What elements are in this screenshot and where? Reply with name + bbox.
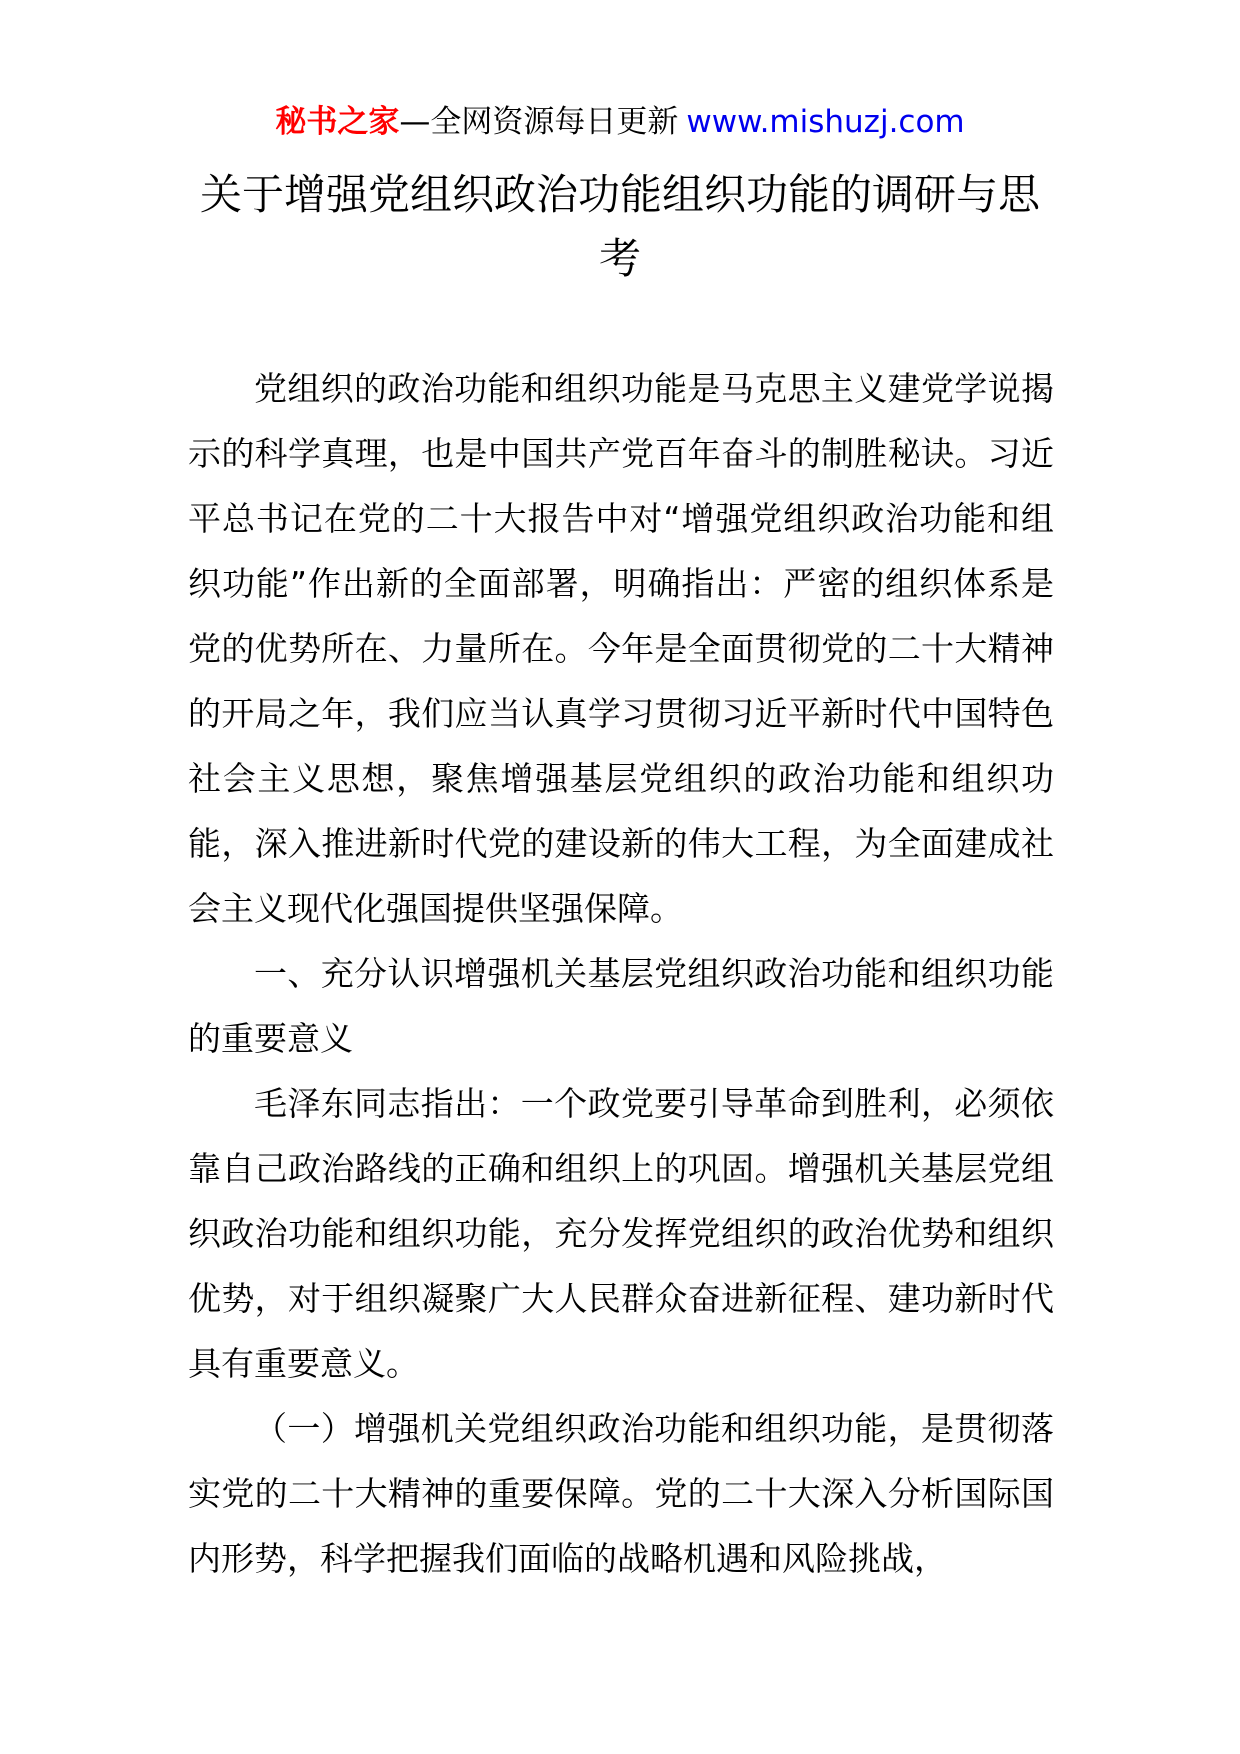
document-title: 关于增强党组织政治功能组织功能的调研与思考 <box>199 170 1040 283</box>
document-body <box>188 356 1054 1591</box>
brand-name: 秘书之家 <box>275 104 400 140</box>
header-tagline: —全网资源每日更新 <box>399 104 679 140</box>
paragraph-subsection-1: （一）增强机关党组织政治功能和组织功能，是贯彻落实党的二十大精神的重要保障。党的二十大深入分析国际国内形势，科学把握我们面临的战略机遇和风险挑战， <box>188 1409 1054 1578</box>
site-url-link[interactable]: www.mishuzj.com <box>686 104 965 140</box>
paragraph-intro: 党组织的政治功能和组织功能是马克思主义建党学说揭示的科学真理，也是中国共产党百年奋斗的制胜秘诀。习近平总书记在党的二十大报告中对“增强党组织政治功能和组织功能”作出新的全面部署，明确指出：严密的组织体系是党的优势所在、力量所在。今年是全面贯彻党的二十大精神的开局之年，我们应当认真学习贯彻习近平新时代中国特色社会主义思想，聚焦增强基层党组织的政治功能和组织功能，深入推进新时代党的建设新的伟大工程，为全面建成社会主义现代化强国提供坚强保障。 <box>188 369 1054 928</box>
site-header <box>0 100 1240 144</box>
paragraph-section-1: 毛泽东同志指出：一个政党要引导革命到胜利，必须依靠自己政治路线的正确和组织上的巩固。增强机关基层党组织政治功能和组织功能，充分发挥党组织的政治优势和组织优势，对于组织凝聚广大人民群众奋进新征程、建功新时代具有重要意义。 <box>188 1084 1054 1383</box>
section-heading-1: 一、充分认识增强机关基层党组织政治功能和组织功能的重要意义 <box>188 954 1054 1058</box>
